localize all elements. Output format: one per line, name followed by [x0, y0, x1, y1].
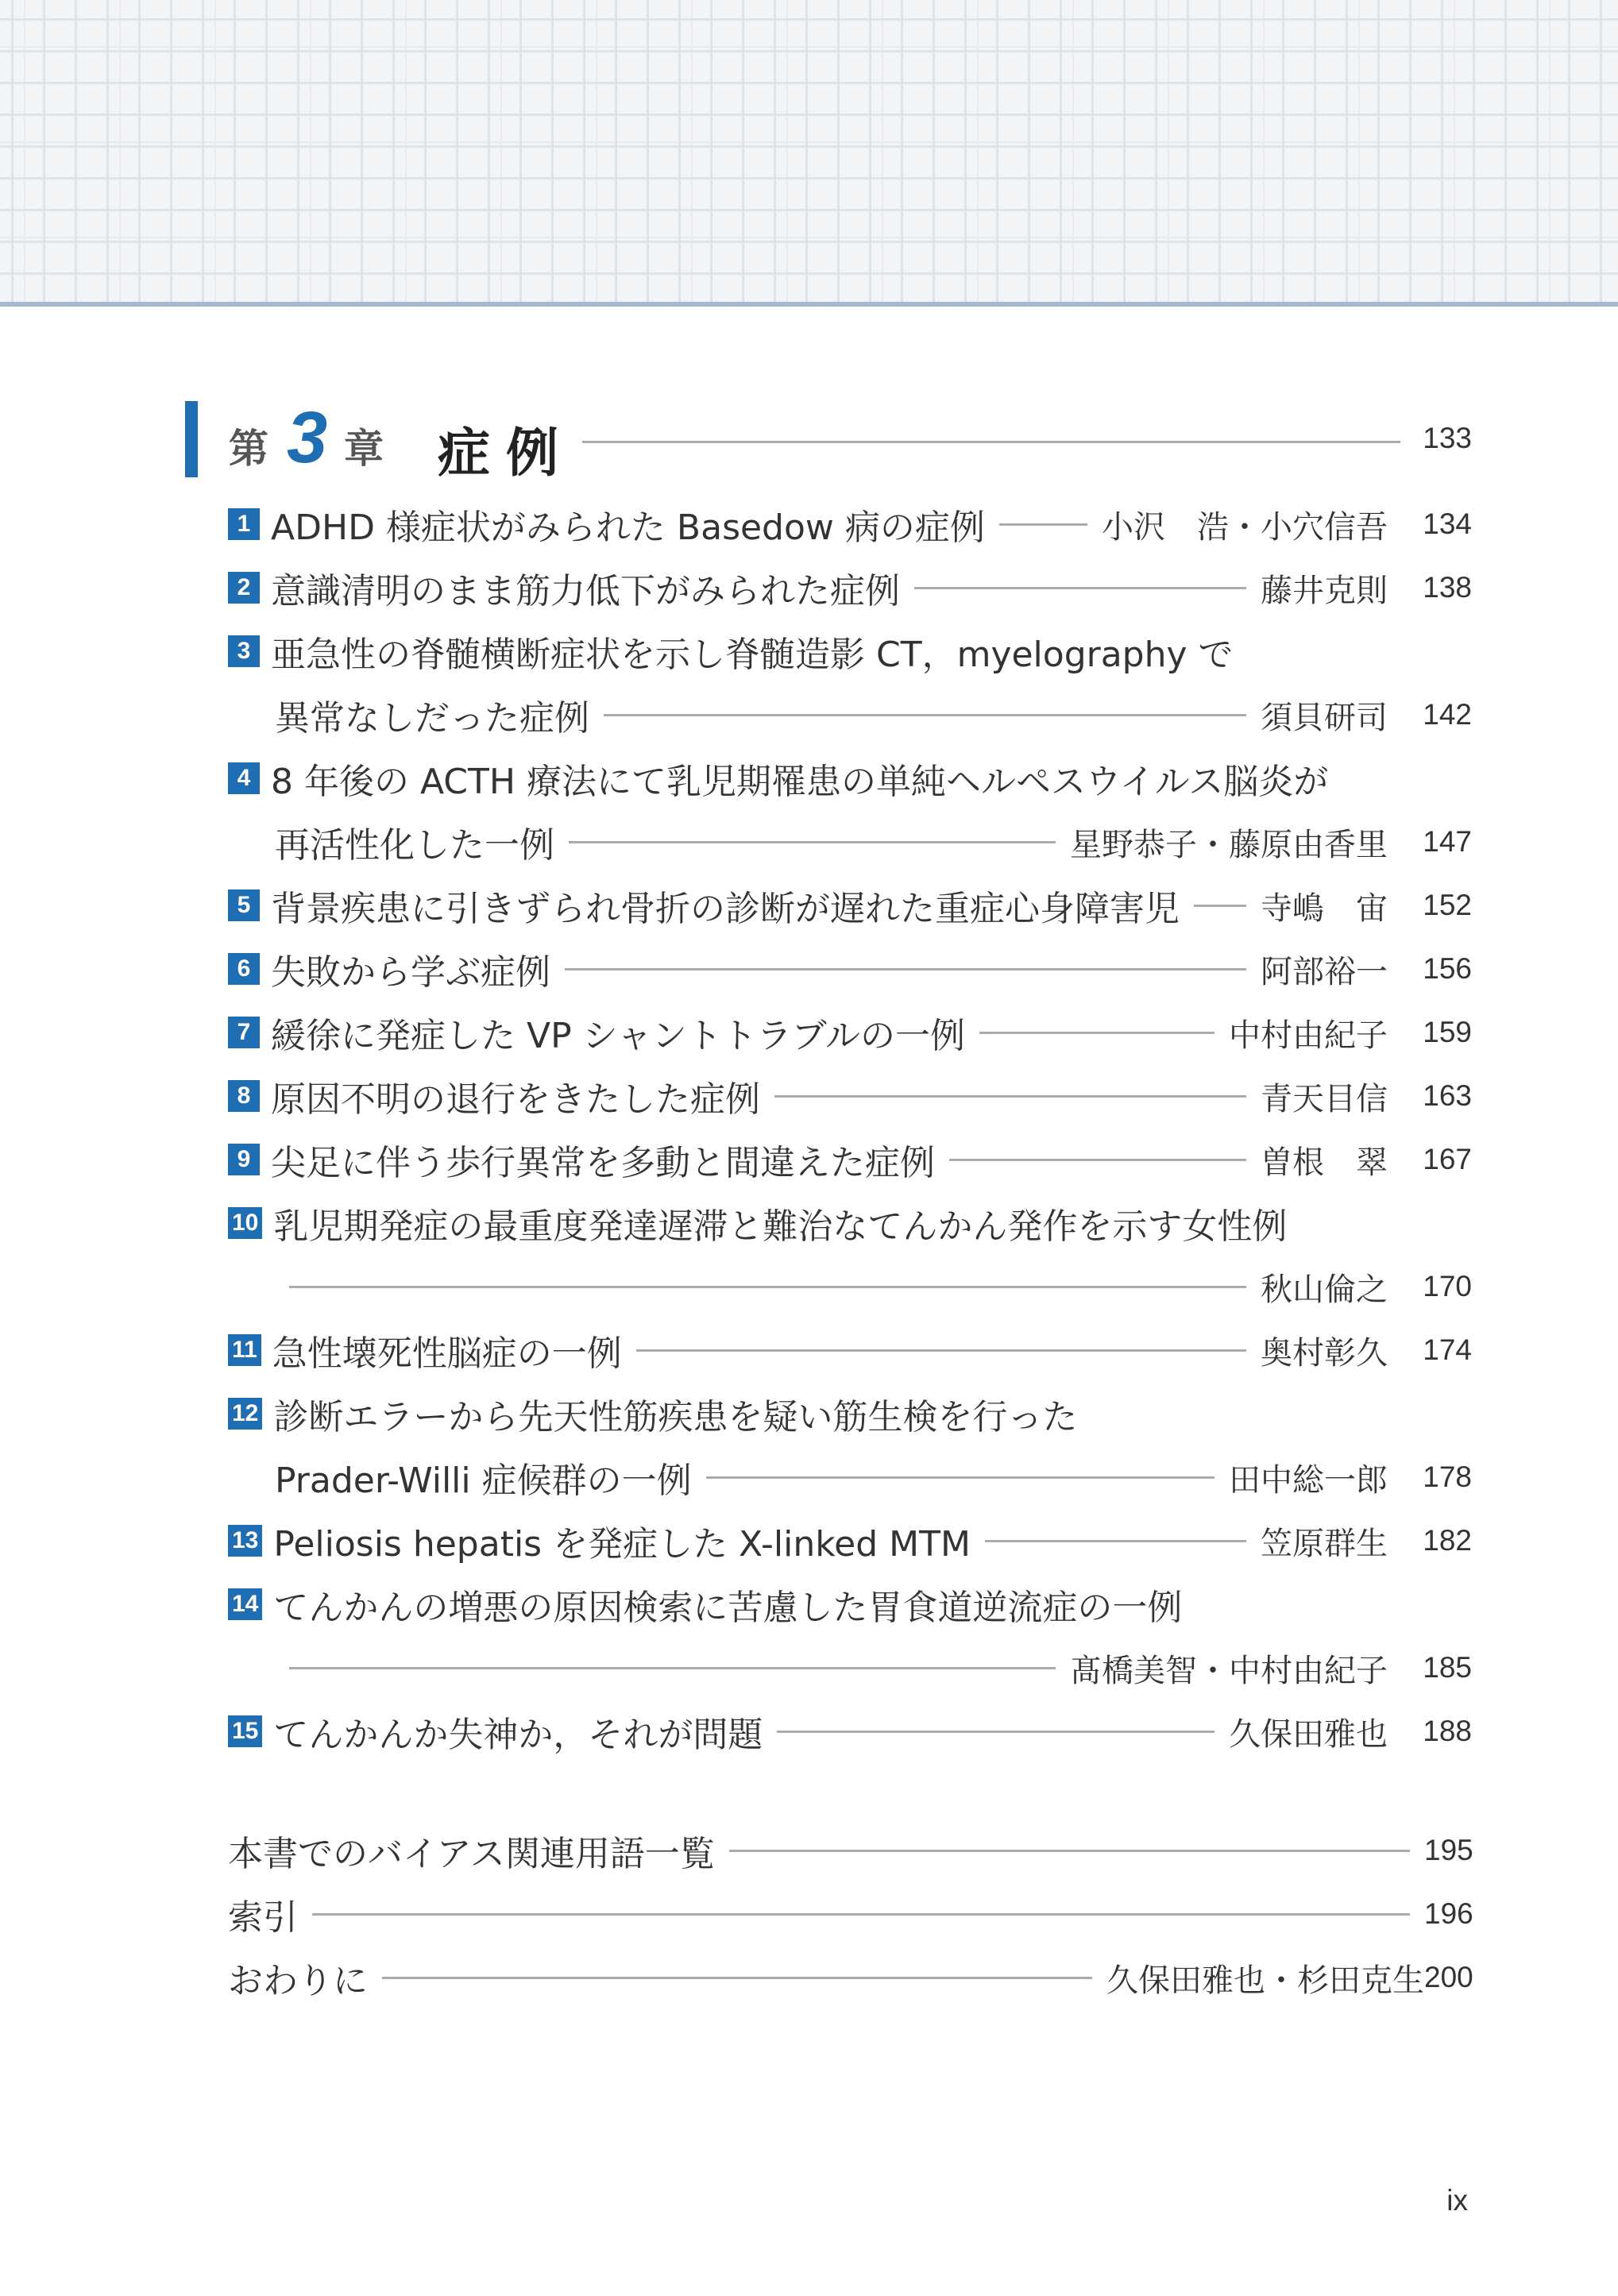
chapter-title: 症例 [438, 423, 574, 484]
toc-leader-line [706, 1476, 1214, 1479]
chapter-prefix: 第 [229, 426, 268, 472]
chapter-page-number: 133 [1423, 422, 1472, 454]
toc-entry-title: 診断エラーから先天性筋疾患を疑い筋生検を行った [273, 1397, 1078, 1437]
toc-entry-title: Prader-Willi 症候群の一例 [275, 1461, 692, 1501]
toc-entry-number-badge: 8 [228, 1080, 260, 1112]
toc-backmatter-title: 本書でのバイアス関連用語一覧 [228, 1834, 715, 1874]
toc-backmatter-page: 196 [1424, 1897, 1473, 1930]
toc-entry-author: 笠原群生 [1261, 1525, 1388, 1562]
toc-entry-number-badge: 3 [228, 635, 260, 667]
toc-entry[interactable] [228, 1064, 1472, 1128]
toc-entry-title: 原因不明の退行をきたした症例 [271, 1079, 760, 1120]
toc-entry-number-badge: 5 [228, 889, 260, 921]
toc-entry-page: 163 [1423, 1079, 1472, 1112]
header-divider [0, 302, 1618, 307]
toc-entry-number-badge: 7 [228, 1017, 260, 1048]
toc-backmatter-title: 索引 [228, 1897, 298, 1938]
chapter-heading[interactable] [185, 397, 1472, 484]
toc-backmatter-entry[interactable] [228, 1882, 1472, 1946]
toc-entry-number-badge: 4 [228, 762, 260, 794]
toc-entry-author: 田中総一郎 [1229, 1461, 1388, 1499]
toc-entry-author: 秋山倫之 [1261, 1271, 1388, 1308]
toc-leader-line [569, 841, 1056, 843]
toc-leader-line [914, 587, 1246, 589]
toc-backmatter-entry[interactable] [228, 1819, 1472, 1882]
toc-entry-line [228, 1191, 1472, 1255]
toc-entry-line [228, 1445, 1472, 1509]
toc-entry-number-badge: 1 [228, 508, 260, 540]
toc-leader-line [289, 1286, 1246, 1288]
toc-entry-author: 久保田雅也 [1229, 1715, 1388, 1753]
toc-entry-page: 170 [1423, 1270, 1472, 1302]
toc-entry-number-badge: 10 [228, 1207, 262, 1239]
toc-entry-title: 急性壊死性脳症の一例 [272, 1333, 622, 1374]
toc-entry-page: 185 [1423, 1651, 1472, 1684]
toc-backmatter-line [228, 1946, 1472, 2009]
toc-leader-line [636, 1349, 1246, 1352]
toc-backmatter-author: 久保田雅也・杉田克生 [1106, 1962, 1424, 1999]
toc-entry-line [228, 1636, 1472, 1700]
toc-entry[interactable] [228, 1001, 1472, 1064]
toc-entry-page: 182 [1423, 1524, 1472, 1557]
toc-entry-title: 8 年後の ACTH 療法にて乳児期罹患の単純ヘルペスウイルス脳炎が [271, 762, 1329, 802]
toc-entry[interactable] [228, 937, 1472, 1001]
toc-entry-line [228, 1128, 1472, 1191]
toc-backmatter-page: 195 [1424, 1834, 1473, 1866]
toc-entry[interactable] [228, 1128, 1472, 1191]
toc-entry[interactable] [228, 747, 1472, 874]
toc-entry-page: 178 [1423, 1461, 1472, 1493]
toc-entry-page: 138 [1423, 571, 1472, 604]
toc-leader-line [604, 714, 1246, 716]
toc-entry-page: 174 [1423, 1333, 1472, 1366]
toc-entry-line [228, 1700, 1472, 1763]
toc-entry-line [228, 810, 1472, 874]
toc-entry-page: 142 [1423, 698, 1472, 731]
toc-entry-page: 156 [1423, 952, 1472, 985]
toc-leader-line [979, 1032, 1214, 1034]
toc-entry[interactable] [228, 556, 1472, 619]
toc-entry-title: 失敗から学ぶ症例 [271, 952, 550, 993]
toc-entry-page: 188 [1423, 1715, 1472, 1747]
toc-entry-title: 背景疾患に引きずられ骨折の診断が遅れた重症心身障害児 [271, 889, 1180, 929]
toc-entry-author: 曽根 翠 [1261, 1144, 1388, 1181]
page-folio: ix [1446, 2184, 1468, 2217]
toc-entry-line [228, 1255, 1472, 1318]
toc-entry-line [228, 1318, 1472, 1382]
toc-entry-line [228, 1064, 1472, 1128]
toc-entry-title: 緩徐に発症した VP シャントトラブルの一例 [271, 1016, 965, 1056]
toc-entry-line [228, 1509, 1472, 1572]
toc-entry-author: 寺嶋 宙 [1261, 889, 1388, 927]
toc-entry-page: 159 [1423, 1016, 1472, 1048]
toc-entry-line [228, 874, 1472, 937]
toc-entry-page: 147 [1423, 825, 1472, 858]
toc-leader-line [289, 1667, 1056, 1669]
chapter-suffix: 章 [344, 426, 384, 472]
toc-entry-line [228, 937, 1472, 1001]
toc-entry[interactable] [228, 874, 1472, 937]
toc-entry[interactable] [228, 1509, 1472, 1572]
toc-entry-title: てんかんか失神か，それが問題 [273, 1715, 763, 1755]
decorative-header-pattern [0, 0, 1618, 302]
toc-leader-line [382, 1977, 1092, 1979]
toc-entry-author: 中村由紀子 [1229, 1017, 1388, 1054]
toc-entry-number-badge: 2 [228, 572, 260, 604]
toc-entry-line [228, 683, 1472, 747]
toc-entry-title: ADHD 様症状がみられた Basedow 病の症例 [271, 507, 985, 548]
toc-entry-author: 小沢 浩・小穴信吾 [1102, 508, 1388, 546]
toc-entry[interactable] [228, 492, 1472, 556]
toc-entry[interactable] [228, 1572, 1472, 1700]
toc-entry-title: てんかんの増悪の原因検索に苦慮した胃食道逆流症の一例 [273, 1588, 1183, 1628]
toc-backmatter-title: おわりに [228, 1961, 368, 2001]
toc-entry-title: Peliosis hepatis を発症した X-linked MTM [273, 1524, 971, 1565]
toc-leader-line [985, 1540, 1246, 1542]
toc-entry-number-badge: 6 [228, 953, 260, 985]
toc-entry-line [228, 492, 1472, 556]
toc-entry-author: 青天目信 [1261, 1080, 1388, 1117]
toc-leader-line [729, 1850, 1410, 1852]
toc-leader-line [774, 1095, 1246, 1098]
toc-entry[interactable] [228, 1318, 1472, 1382]
toc-entry-title: 乳児期発症の最重度発達遅滞と難治なてんかん発作を示す女性例 [273, 1206, 1288, 1247]
toc-backmatter-line [228, 1819, 1472, 1882]
toc-entry-author: 須貝研司 [1261, 699, 1388, 736]
chapter-number: 3 [287, 397, 328, 478]
toc-entry-page: 152 [1423, 889, 1472, 921]
chapter-leader-line [582, 441, 1400, 443]
toc-entry[interactable] [228, 1382, 1472, 1509]
toc-entry-title: 再活性化した一例 [275, 825, 554, 866]
toc-entry-line [228, 1572, 1472, 1636]
toc-backmatter-entry[interactable] [228, 1946, 1472, 2009]
toc-leader-line [777, 1731, 1214, 1733]
toc-entry-number-badge: 13 [228, 1525, 262, 1557]
toc-entry-number-badge: 11 [228, 1334, 261, 1366]
toc-entry-author: 藤井克則 [1261, 572, 1388, 609]
toc-entry-line [228, 1382, 1472, 1445]
toc-entry-title: 異常なしだった症例 [275, 698, 589, 739]
toc-entry-number-badge: 12 [228, 1398, 262, 1430]
toc-backmatter-list [228, 1819, 1472, 2009]
toc-entry[interactable] [228, 619, 1472, 747]
toc-entry-page: 134 [1423, 507, 1472, 540]
toc-entry-title: 亜急性の脊髄横断症状を示し脊髄造影 CT，myelography で [271, 635, 1234, 675]
chapter-accent-bar [185, 401, 198, 477]
toc-backmatter-page: 200 [1424, 1961, 1473, 1993]
toc-entry-author: 阿部裕一 [1261, 953, 1388, 990]
toc-entry-number-badge: 14 [228, 1588, 262, 1620]
toc-entry-number-badge: 9 [228, 1144, 260, 1175]
toc-entry[interactable] [228, 1700, 1472, 1763]
toc-entry-title: 尖足に伴う歩行異常を多動と間違えた症例 [271, 1143, 935, 1183]
toc-leader-line [312, 1913, 1410, 1916]
toc-entry-line [228, 619, 1472, 683]
toc-entry-list [228, 492, 1472, 1763]
toc-leader-line [565, 968, 1246, 970]
toc-backmatter-line [228, 1882, 1472, 1946]
toc-entry-title: 意識清明のまま筋力低下がみられた症例 [271, 571, 900, 612]
toc-entry-line [228, 747, 1472, 810]
toc-entry-author: 星野恭子・藤原由香里 [1070, 826, 1388, 863]
toc-leader-line [1194, 905, 1246, 907]
toc-entry-number-badge: 15 [228, 1715, 262, 1747]
toc-entry-line [228, 1001, 1472, 1064]
toc-entry-author: 奥村彰久 [1261, 1334, 1388, 1372]
toc-leader-line [999, 523, 1087, 526]
toc-entry-author: 髙橋美智・中村由紀子 [1070, 1652, 1388, 1689]
toc-entry[interactable] [228, 1191, 1472, 1318]
toc-entry-line [228, 556, 1472, 619]
toc-entry-page: 167 [1423, 1143, 1472, 1175]
toc-leader-line [949, 1159, 1246, 1161]
